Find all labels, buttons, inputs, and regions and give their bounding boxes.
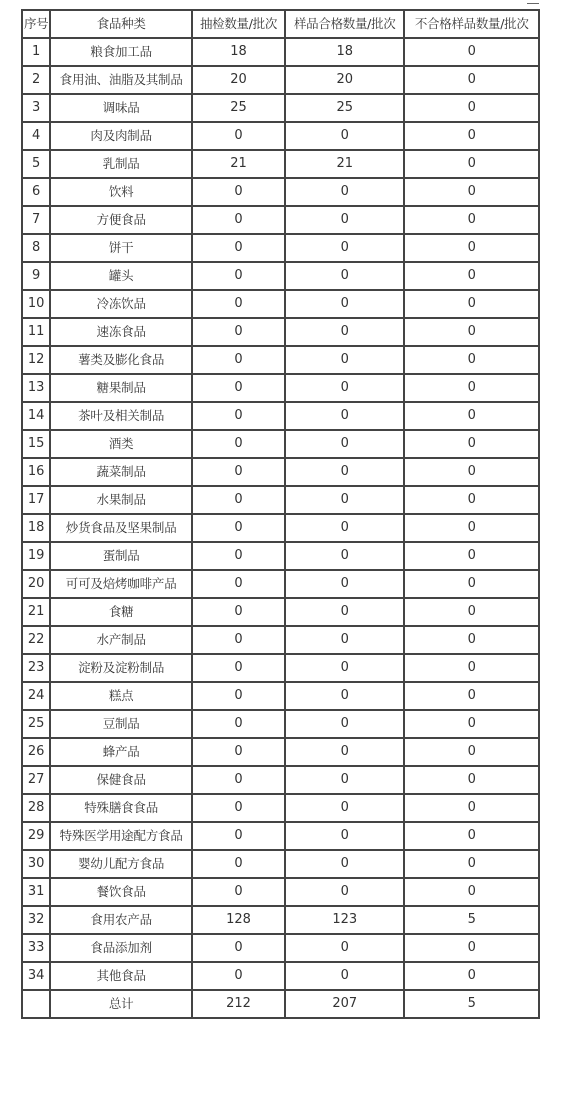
cell-category: 酒类: [50, 430, 192, 458]
table-row: [22, 850, 539, 878]
table-row: [22, 822, 539, 850]
cell-unqualified: 0: [404, 122, 539, 150]
cell-unqualified: 0: [404, 542, 539, 570]
cell-unqualified: 0: [404, 794, 539, 822]
cell-unqualified: 0: [404, 234, 539, 262]
table-row: [22, 430, 539, 458]
cell-unqualified: 0: [404, 94, 539, 122]
table-row: [22, 626, 539, 654]
cell-unqualified: 0: [404, 654, 539, 682]
cell-unqualified: 0: [404, 178, 539, 206]
cell-qualified: 0: [285, 206, 404, 234]
cell-qualified: 18: [285, 38, 404, 66]
cell-sampled: 0: [192, 290, 285, 318]
cell-unqualified: 0: [404, 290, 539, 318]
cell-qualified: 0: [285, 290, 404, 318]
cell-unqualified: 0: [404, 262, 539, 290]
cell-sampled: 0: [192, 206, 285, 234]
table-row: [22, 878, 539, 906]
cell-category: 茶叶及相关制品: [50, 402, 192, 430]
cell-unqualified: 0: [404, 66, 539, 94]
cell-category: 食品添加剂: [50, 934, 192, 962]
cell-unqualified: 0: [404, 570, 539, 598]
table-row: [22, 934, 539, 962]
cell-sampled: 0: [192, 626, 285, 654]
header-unqualified: 不合格样品数量/批次: [404, 10, 539, 38]
table-total-row: [22, 990, 539, 1018]
cell-sampled: 0: [192, 878, 285, 906]
cell-category: 糖果制品: [50, 374, 192, 402]
cell-sampled: 0: [192, 766, 285, 794]
cell-sampled: 21: [192, 150, 285, 178]
cell-qualified: 0: [285, 430, 404, 458]
cell-category: 肉及肉制品: [50, 122, 192, 150]
cell-sampled: 18: [192, 38, 285, 66]
cell-qualified: 0: [285, 318, 404, 346]
corner-mark: [527, 0, 539, 4]
cell-index: 30: [22, 850, 50, 878]
cell-unqualified: 5: [404, 906, 539, 934]
cell-unqualified: 0: [404, 626, 539, 654]
cell-index: 5: [22, 150, 50, 178]
cell-index: 15: [22, 430, 50, 458]
cell-category: 粮食加工品: [50, 38, 192, 66]
cell-sampled: 0: [192, 822, 285, 850]
cell-category: 水果制品: [50, 486, 192, 514]
cell-unqualified: 0: [404, 458, 539, 486]
cell-qualified: 0: [285, 682, 404, 710]
cell-unqualified: 0: [404, 682, 539, 710]
cell-category: 饮料: [50, 178, 192, 206]
cell-sampled: 25: [192, 94, 285, 122]
cell-sampled: 0: [192, 710, 285, 738]
table-row: [22, 150, 539, 178]
cell-sampled: 0: [192, 374, 285, 402]
cell-index: 34: [22, 962, 50, 990]
table-row: [22, 122, 539, 150]
cell-unqualified: 0: [404, 738, 539, 766]
header-index: 序号: [22, 10, 50, 38]
cell-qualified: 0: [285, 514, 404, 542]
cell-sampled: 0: [192, 178, 285, 206]
cell-unqualified: 0: [404, 962, 539, 990]
cell-index: 23: [22, 654, 50, 682]
header-sampled: 抽检数量/批次: [192, 10, 285, 38]
cell-qualified: 0: [285, 458, 404, 486]
cell-qualified: 0: [285, 374, 404, 402]
cell-index: 26: [22, 738, 50, 766]
cell-sampled: 0: [192, 234, 285, 262]
table-row: [22, 402, 539, 430]
cell-index: 22: [22, 626, 50, 654]
cell-unqualified: 0: [404, 206, 539, 234]
cell-index: 7: [22, 206, 50, 234]
cell-qualified: 0: [285, 542, 404, 570]
cell-qualified: 0: [285, 234, 404, 262]
table-row: [22, 94, 539, 122]
cell-index: 27: [22, 766, 50, 794]
table-row: [22, 738, 539, 766]
cell-category: 其他食品: [50, 962, 192, 990]
header-category: 食品种类: [50, 10, 192, 38]
cell-category: 豆制品: [50, 710, 192, 738]
table-row: [22, 794, 539, 822]
cell-index: 19: [22, 542, 50, 570]
cell-qualified: 0: [285, 626, 404, 654]
cell-sampled: 0: [192, 682, 285, 710]
cell-category: 可可及焙烤咖啡产品: [50, 570, 192, 598]
cell-index: 3: [22, 94, 50, 122]
cell-category: 蜂产品: [50, 738, 192, 766]
cell-index: 33: [22, 934, 50, 962]
cell-sampled: 0: [192, 514, 285, 542]
cell-index: 25: [22, 710, 50, 738]
cell-qualified: 0: [285, 934, 404, 962]
table-row: [22, 542, 539, 570]
cell-index: 4: [22, 122, 50, 150]
cell-qualified: 25: [285, 94, 404, 122]
cell-sampled: 0: [192, 402, 285, 430]
table-row: [22, 262, 539, 290]
cell-unqualified: 0: [404, 514, 539, 542]
cell-index: 31: [22, 878, 50, 906]
cell-qualified: 207: [285, 990, 404, 1018]
cell-index: 11: [22, 318, 50, 346]
cell-sampled: 0: [192, 654, 285, 682]
cell-unqualified: 0: [404, 598, 539, 626]
cell-qualified: 0: [285, 598, 404, 626]
cell-qualified: 0: [285, 738, 404, 766]
cell-sampled: 0: [192, 570, 285, 598]
cell-unqualified: 0: [404, 710, 539, 738]
cell-category: 特殊膳食食品: [50, 794, 192, 822]
cell-sampled: 0: [192, 430, 285, 458]
table-row: [22, 234, 539, 262]
cell-unqualified: 0: [404, 318, 539, 346]
table-row: [22, 766, 539, 794]
cell-index: 8: [22, 234, 50, 262]
table-row: [22, 346, 539, 374]
cell-unqualified: 0: [404, 150, 539, 178]
cell-category: 婴幼儿配方食品: [50, 850, 192, 878]
cell-unqualified: 0: [404, 850, 539, 878]
cell-qualified: 0: [285, 710, 404, 738]
table-body: [22, 38, 539, 1018]
table-row: [22, 318, 539, 346]
cell-category: 冷冻饮品: [50, 290, 192, 318]
cell-qualified: 0: [285, 766, 404, 794]
table-row: [22, 206, 539, 234]
inspection-table-container: [21, 9, 540, 1019]
table-row: [22, 682, 539, 710]
cell-index: 32: [22, 906, 50, 934]
cell-sampled: 0: [192, 542, 285, 570]
cell-qualified: 0: [285, 962, 404, 990]
cell-qualified: 21: [285, 150, 404, 178]
cell-qualified: 0: [285, 486, 404, 514]
cell-category: 蔬菜制品: [50, 458, 192, 486]
cell-unqualified: 0: [404, 822, 539, 850]
cell-unqualified: 0: [404, 38, 539, 66]
table-row: [22, 290, 539, 318]
cell-qualified: 0: [285, 654, 404, 682]
header-qualified: 样品合格数量/批次: [285, 10, 404, 38]
cell-unqualified: 0: [404, 430, 539, 458]
cell-index: 10: [22, 290, 50, 318]
cell-category: 薯类及膨化食品: [50, 346, 192, 374]
cell-category: 炒货食品及坚果制品: [50, 514, 192, 542]
cell-qualified: 0: [285, 570, 404, 598]
cell-category: 食用油、油脂及其制品: [50, 66, 192, 94]
cell-unqualified: 0: [404, 346, 539, 374]
cell-sampled: 0: [192, 850, 285, 878]
cell-qualified: 0: [285, 122, 404, 150]
cell-category: 餐饮食品: [50, 878, 192, 906]
cell-unqualified: 0: [404, 878, 539, 906]
table-row: [22, 38, 539, 66]
cell-index: 16: [22, 458, 50, 486]
table-row: [22, 514, 539, 542]
cell-category: 总计: [50, 990, 192, 1018]
table-header-row: [22, 10, 539, 38]
table-row: [22, 654, 539, 682]
cell-qualified: 0: [285, 402, 404, 430]
cell-index: 9: [22, 262, 50, 290]
table-row: [22, 458, 539, 486]
cell-category: 蛋制品: [50, 542, 192, 570]
cell-index: 21: [22, 598, 50, 626]
cell-qualified: 0: [285, 346, 404, 374]
cell-category: 方便食品: [50, 206, 192, 234]
cell-index: 20: [22, 570, 50, 598]
cell-index: 12: [22, 346, 50, 374]
cell-index: 18: [22, 514, 50, 542]
cell-qualified: 0: [285, 178, 404, 206]
cell-qualified: 0: [285, 262, 404, 290]
cell-sampled: 20: [192, 66, 285, 94]
cell-qualified: 0: [285, 794, 404, 822]
cell-category: 罐头: [50, 262, 192, 290]
cell-qualified: 0: [285, 850, 404, 878]
cell-sampled: 0: [192, 262, 285, 290]
cell-qualified: 0: [285, 878, 404, 906]
table-row: [22, 710, 539, 738]
cell-sampled: 0: [192, 738, 285, 766]
cell-unqualified: 0: [404, 374, 539, 402]
cell-index: 2: [22, 66, 50, 94]
cell-category: 糕点: [50, 682, 192, 710]
inspection-table: [21, 9, 540, 1019]
cell-category: 饼干: [50, 234, 192, 262]
cell-index: 17: [22, 486, 50, 514]
cell-category: 水产制品: [50, 626, 192, 654]
table-row: [22, 66, 539, 94]
cell-unqualified: 0: [404, 934, 539, 962]
cell-category: 淀粉及淀粉制品: [50, 654, 192, 682]
cell-sampled: 0: [192, 794, 285, 822]
cell-category: 保健食品: [50, 766, 192, 794]
cell-category: 调味品: [50, 94, 192, 122]
table-row: [22, 962, 539, 990]
cell-sampled: 0: [192, 962, 285, 990]
cell-index: 29: [22, 822, 50, 850]
table-row: [22, 906, 539, 934]
cell-index: 6: [22, 178, 50, 206]
cell-sampled: 0: [192, 122, 285, 150]
cell-sampled: 0: [192, 934, 285, 962]
table-row: [22, 178, 539, 206]
cell-sampled: 212: [192, 990, 285, 1018]
cell-qualified: 0: [285, 822, 404, 850]
cell-sampled: 0: [192, 346, 285, 374]
cell-sampled: 0: [192, 458, 285, 486]
cell-index: [22, 990, 50, 1018]
cell-index: 14: [22, 402, 50, 430]
table-row: [22, 570, 539, 598]
cell-qualified: 20: [285, 66, 404, 94]
cell-index: 28: [22, 794, 50, 822]
cell-sampled: 0: [192, 318, 285, 346]
cell-index: 1: [22, 38, 50, 66]
cell-category: 食用农产品: [50, 906, 192, 934]
cell-sampled: 0: [192, 486, 285, 514]
cell-unqualified: 0: [404, 486, 539, 514]
table-row: [22, 486, 539, 514]
cell-index: 24: [22, 682, 50, 710]
cell-sampled: 128: [192, 906, 285, 934]
cell-category: 特殊医学用途配方食品: [50, 822, 192, 850]
cell-unqualified: 0: [404, 402, 539, 430]
cell-index: 13: [22, 374, 50, 402]
cell-category: 速冻食品: [50, 318, 192, 346]
cell-category: 乳制品: [50, 150, 192, 178]
cell-qualified: 123: [285, 906, 404, 934]
cell-unqualified: 0: [404, 766, 539, 794]
cell-category: 食糖: [50, 598, 192, 626]
cell-unqualified: 5: [404, 990, 539, 1018]
table-row: [22, 374, 539, 402]
cell-sampled: 0: [192, 598, 285, 626]
table-row: [22, 598, 539, 626]
